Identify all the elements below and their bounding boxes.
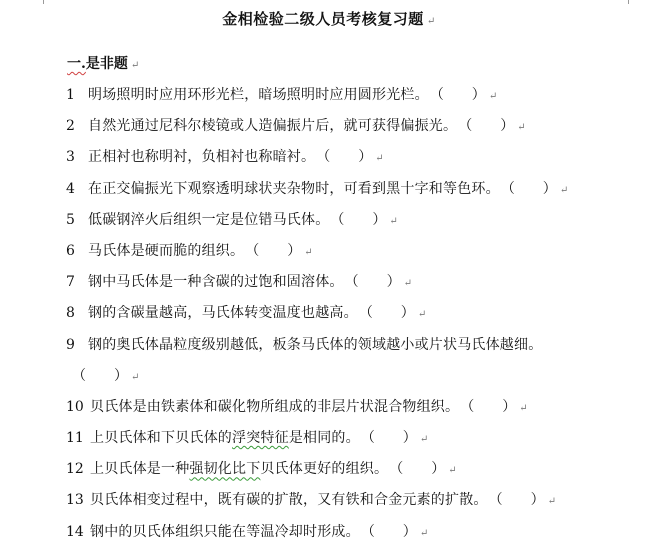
question-number: 1 [66,87,75,103]
paragraph-mark-icon: ↵ [417,309,427,321]
question-text: 钢的含碳量越高，马氏体转变温度也越高。 [88,305,358,322]
answer-blank: （ ） [252,242,302,259]
answer-blank: （ ） [507,180,557,197]
question-text: 上贝氏体和下贝氏体的 [90,430,232,447]
paragraph-mark-icon: ↵ [419,527,429,539]
question-text: 上贝氏体是一种 [90,461,190,478]
question-item-11 [66,425,651,456]
question-number: 7 [66,274,75,291]
paragraph-mark-icon: ↵ [519,402,528,414]
question-item-12 [66,456,651,487]
question-text: 钢中马氏体是一种含碳的过饱和固溶体。 [88,274,344,291]
question-text: 贝氏体是由铁素体和碳化物所组成的非层片状混合物组织。 [90,398,460,415]
question-item-10 [66,394,651,425]
question-number: 13 [66,492,84,509]
question-number: 6 [66,242,75,259]
answer-blank: （ ） [72,367,128,384]
question-number: 4 [66,180,75,197]
question-number: 3 [66,149,75,166]
grammar-flagged-text: 强韧化比下 [189,461,261,478]
question-item-13 [66,487,651,518]
question-number: 14 [66,523,84,540]
question-text: 明场照明时应用环形光栏，暗场照明时应用圆形光栏。 [88,87,429,103]
paragraph-mark-icon: ↵ [547,496,556,508]
paragraph-mark-icon: ↵ [419,434,429,446]
paragraph-mark-icon: ↵ [517,122,526,134]
question-text: 贝氏体相变过程中，既有碳的扩散，又有铁和合金元素的扩散。 [90,492,488,509]
paragraph-mark-icon: ↵ [488,91,498,102]
question-number: 10 [66,398,84,415]
question-item-3 [66,144,651,175]
question-number: 11 [66,430,84,447]
section-heading-text: 是非题 [85,56,128,72]
question-list [66,82,651,550]
question-text: 钢的奥氏体晶粒度级别越低，板条马氏体的领域越小或片状马氏体越细。 [88,336,543,353]
margin-corner-mark-right [614,0,629,4]
answer-blank: （ ） [495,492,545,509]
title-text: 金相检验二级人员考核复习题 [222,10,424,28]
question-number: 2 [66,118,75,135]
question-text: 马氏体是硬而脆的组织。 [88,242,245,259]
paragraph-mark-icon: ↵ [448,465,457,477]
grammar-flagged-text: 浮突特征 [232,430,289,447]
question-text: 在正交偏振光下观察透明球状夹杂物时，可看到黑十字和等色环。 [88,180,500,197]
question-text: 钢中的贝氏体组织只能在等温冷却时形成。 [90,523,360,540]
question-item-14 [66,519,651,550]
answer-blank: （ ） [396,461,446,478]
answer-blank: （ ） [337,211,387,228]
paragraph-mark-icon: ↵ [559,184,569,196]
question-text: 低碳钢淬火后组织一定是位错马氏体。 [88,211,330,228]
question-item-2 [66,113,651,144]
paragraph-mark-icon: ↵ [389,215,398,227]
question-number: 9 [66,336,75,353]
section-heading [67,53,139,73]
answer-blank: （ ） [351,274,401,291]
question-item-6 [66,238,651,269]
paragraph-mark-icon: ↵ [426,16,436,27]
paragraph-mark-icon: ↵ [130,60,140,71]
answer-blank: （ ） [323,149,373,166]
paragraph-mark-icon: ↵ [304,246,313,258]
section-number: 一. [67,56,86,72]
question-item-9 [66,332,651,363]
page-title [0,8,658,29]
question-item-9-continuation [66,363,651,394]
margin-corner-mark-left [43,0,58,4]
question-item-1 [66,82,651,113]
question-number: 8 [66,305,75,322]
paragraph-mark-icon: ↵ [403,278,412,290]
question-item-8 [66,300,651,331]
answer-blank: （ ） [436,87,486,103]
question-text: 正相衬也称明衬，负相衬也称暗衬。 [88,149,316,166]
question-text-end: 贝氏体更好的组织。 [260,461,389,478]
question-item-4 [66,176,651,207]
answer-blank: （ ） [367,430,417,447]
question-number: 5 [66,211,75,228]
question-item-7 [66,269,651,300]
question-text-end: 是相同的。 [288,430,360,447]
answer-blank: （ ） [467,398,517,415]
paragraph-mark-icon: ↵ [375,153,384,165]
answer-blank: （ ） [365,305,415,322]
answer-blank: （ ） [465,118,515,135]
question-text: 自然光通过尼科尔棱镜或人造偏振片后，就可获得偏振光。 [88,118,458,135]
question-number: 12 [66,461,84,478]
paragraph-mark-icon: ↵ [131,371,140,383]
answer-blank: （ ） [367,523,417,540]
question-item-5 [66,207,651,238]
